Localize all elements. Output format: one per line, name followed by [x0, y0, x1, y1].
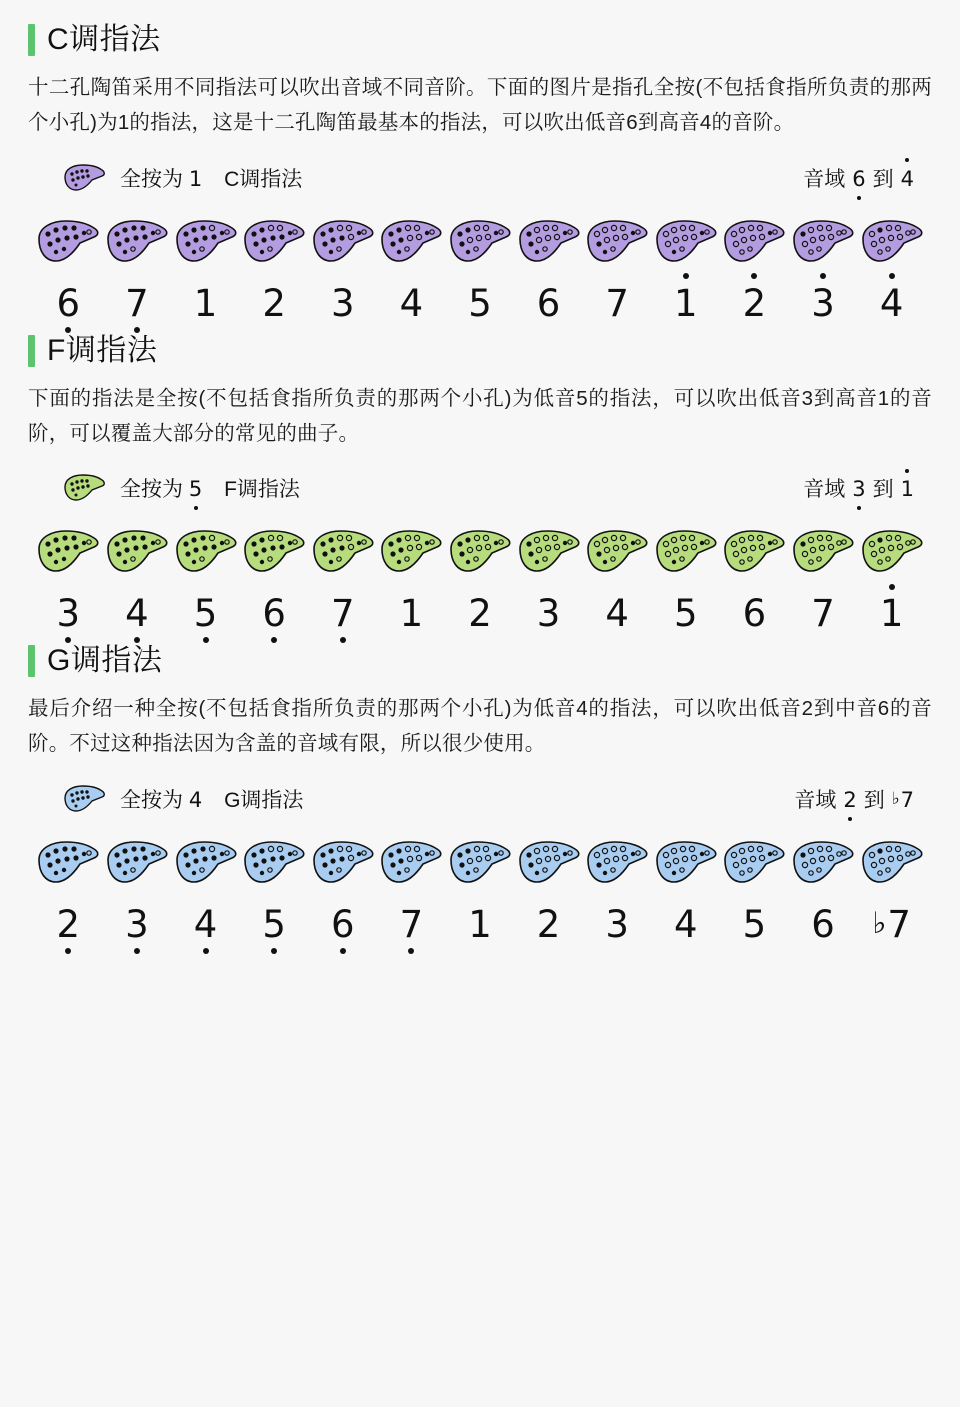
fingering-cell	[34, 205, 103, 277]
page-title-c: C调指法	[47, 23, 161, 56]
fingering-cell	[720, 826, 789, 898]
note-label: 4	[171, 904, 240, 946]
ocarina-diagram-f-9	[653, 515, 719, 587]
note-row-c	[28, 283, 932, 325]
ocarina-diagram-f-3	[241, 515, 307, 587]
ocarina-diagram-g-2	[173, 826, 239, 898]
ocarina-diagram-c-0	[35, 205, 101, 277]
fingering-cell	[446, 826, 515, 898]
fingering-cell	[308, 515, 377, 587]
page-title-f: F调指法	[47, 333, 158, 367]
fingering-cell	[514, 205, 583, 277]
range-from-f: 3	[852, 479, 865, 500]
fingering-cell	[789, 515, 858, 587]
note-label: 1	[468, 902, 492, 946]
ocarina-diagram-f-5	[378, 515, 444, 587]
section-paragraph-g: 最后介绍一种全按(不包括食指所负责的那两个小孔)为低音4的指法，可以吹出低音2到中音6的音阶。不过这种指法因为含盖的音域有限，所以很少使用。	[28, 697, 932, 756]
info-left-f	[62, 473, 300, 503]
note-label: 6	[811, 902, 835, 946]
fingering-cell	[377, 515, 446, 587]
page-title-g: G调指法	[47, 644, 163, 677]
range-from-g: 2	[843, 790, 856, 811]
section-paragraph-c: 十二孔陶笛采用不同指法可以吹出音域不同音阶。下面的图片是指孔全按(不包括食指所负责的那两个小孔)为1的指法，这是十二孔陶笛最基本的指法，可以吹出低音6到高音4的音阶。	[28, 76, 932, 135]
ocarina-diagram-g-7	[516, 826, 582, 898]
fingering-cell	[583, 515, 652, 587]
note-label: 2	[34, 904, 103, 946]
ocarina-diagram-c-9	[653, 205, 719, 277]
ocarina-icon-c	[62, 163, 106, 193]
note-label: 5	[674, 592, 698, 635]
fingering-cell	[103, 826, 172, 898]
fingering-cell	[171, 515, 240, 587]
ocarina-diagram-g-12	[859, 826, 925, 898]
fingering-cell	[789, 826, 858, 898]
info-row-c	[28, 163, 932, 193]
note-label: 5	[742, 902, 767, 946]
section-accent-bar	[28, 645, 35, 677]
note-label: 6	[742, 592, 767, 635]
info-left-c	[62, 163, 302, 193]
fingering-cell	[514, 826, 583, 898]
section-paragraph-f: 下面的指法是全按(不包括食指所负责的那两个小孔)为低音5的指法，可以吹出低音3到高音1的音阶，可以覆盖大部分的常见的曲子。	[28, 386, 932, 445]
flat-sign: ♭	[891, 788, 900, 809]
note-label: 7	[377, 904, 446, 946]
fingering-cell	[651, 205, 720, 277]
section-header-g	[28, 645, 932, 677]
note-label: 1	[857, 593, 926, 635]
ocarina-diagram-f-7	[516, 515, 582, 587]
ocarina-diagram-c-10	[721, 205, 787, 277]
info-name-f: F调指法	[224, 478, 300, 501]
info-range-f: 音域 3 到 1	[803, 473, 914, 503]
note-label: 4	[605, 592, 629, 635]
fingering-cell	[651, 515, 720, 587]
info-key-note-f: 5	[189, 479, 202, 500]
ocarina-diagram-c-4	[310, 205, 376, 277]
note-label: 6	[34, 283, 103, 325]
ocarina-diagram-f-11	[790, 515, 856, 587]
note-label: 7	[308, 593, 377, 635]
info-left-g	[62, 784, 303, 814]
flat-sign: ♭	[872, 905, 887, 940]
ocarina-icon-g	[62, 784, 106, 814]
note-label: 5	[468, 281, 492, 325]
ocarina-icon-f	[62, 473, 106, 503]
note-label: 1	[399, 592, 424, 635]
note-label: 3	[34, 593, 103, 635]
ocarina-diagram-f-6	[447, 515, 513, 587]
ocarina-diagram-f-8	[584, 515, 650, 587]
fingering-cell	[857, 826, 926, 898]
fingering-cell	[308, 205, 377, 277]
note-label: 1	[193, 281, 218, 325]
fingering-cell	[720, 205, 789, 277]
info-label-f: 全按为 5 F调指法	[120, 473, 300, 503]
ocarina-diagram-g-9	[653, 826, 719, 898]
fingering-cell	[857, 515, 926, 587]
fingering-cell	[720, 515, 789, 587]
ocarina-diagram-g-1	[104, 826, 170, 898]
note-label: 5	[171, 593, 240, 635]
ocarina-diagram-c-6	[447, 205, 513, 277]
fingering-cell	[103, 515, 172, 587]
note-label: ♭7	[872, 902, 911, 946]
ocarina-diagram-f-2	[173, 515, 239, 587]
fingering-cell	[514, 515, 583, 587]
fingering-cell	[446, 205, 515, 277]
note-label: 4	[674, 902, 698, 946]
section-g	[28, 645, 932, 946]
note-label: 6	[536, 281, 561, 325]
fingering-row-g	[28, 826, 932, 898]
ocarina-diagram-c-8	[584, 205, 650, 277]
note-label: 1	[651, 283, 720, 325]
info-label-g: 全按为 4 G调指法	[120, 787, 304, 812]
info-range-c: 音域 6 到 4	[803, 163, 914, 193]
section-accent-bar	[28, 24, 35, 56]
note-label: 7	[605, 281, 629, 325]
note-label: 6	[240, 593, 309, 635]
ocarina-diagram-f-12	[859, 515, 925, 587]
info-key-note-g: 4	[188, 787, 203, 812]
fingering-cell	[240, 826, 309, 898]
note-label: 3	[536, 592, 561, 635]
fingering-cell	[103, 205, 172, 277]
ocarina-diagram-c-1	[104, 205, 170, 277]
fingering-cell	[34, 515, 103, 587]
fingering-row-c	[28, 205, 932, 277]
note-label: 2	[536, 902, 561, 946]
note-label: 3	[103, 904, 172, 946]
note-label: 3	[789, 283, 858, 325]
note-label: 6	[308, 904, 377, 946]
note-label: 7	[811, 592, 835, 635]
note-label: 4	[399, 281, 424, 325]
fingering-cell	[446, 515, 515, 587]
fingering-cell	[240, 205, 309, 277]
fingering-cell	[583, 826, 652, 898]
note-label: 3	[605, 902, 629, 946]
ocarina-diagram-g-6	[447, 826, 513, 898]
ocarina-diagram-c-12	[859, 205, 925, 277]
note-row-f	[28, 593, 932, 635]
ocarina-diagram-f-0	[35, 515, 101, 587]
fingering-cell	[789, 205, 858, 277]
ocarina-diagram-g-3	[241, 826, 307, 898]
note-label: 7	[103, 283, 172, 325]
ocarina-diagram-c-5	[378, 205, 444, 277]
note-label: 4	[103, 593, 172, 635]
section-c	[28, 24, 932, 325]
fingering-row-f	[28, 515, 932, 587]
ocarina-diagram-c-3	[241, 205, 307, 277]
range-to-g: ♭7	[891, 787, 914, 812]
info-name-g: G调指法	[224, 788, 304, 812]
note-label: 4	[857, 283, 926, 325]
ocarina-diagram-g-0	[35, 826, 101, 898]
ocarina-diagram-g-4	[310, 826, 376, 898]
fingering-cell	[171, 826, 240, 898]
note-label: 2	[720, 283, 789, 325]
ocarina-diagram-g-11	[790, 826, 856, 898]
note-label: 5	[240, 904, 309, 946]
ocarina-diagram-c-2	[173, 205, 239, 277]
fingering-cell	[857, 205, 926, 277]
section-header-f	[28, 335, 932, 367]
fingering-cell	[583, 205, 652, 277]
fingering-cell	[240, 515, 309, 587]
ocarina-diagram-c-11	[790, 205, 856, 277]
info-label-c: 全按为 1 C调指法	[120, 166, 303, 191]
info-range-g: 音域 2 到 ♭7	[794, 784, 914, 814]
ocarina-diagram-f-1	[104, 515, 170, 587]
info-row-g	[28, 784, 932, 814]
fingering-cell	[308, 826, 377, 898]
ocarina-diagram-g-10	[721, 826, 787, 898]
ocarina-diagram-g-8	[584, 826, 650, 898]
ocarina-diagram-g-5	[378, 826, 444, 898]
section-accent-bar	[28, 335, 35, 367]
note-label: 2	[468, 592, 492, 635]
ocarina-diagram-f-10	[721, 515, 787, 587]
fingering-cell	[651, 826, 720, 898]
section-header-c	[28, 24, 932, 56]
info-key-note-c: 1	[188, 166, 203, 191]
ocarina-diagram-f-4	[310, 515, 376, 587]
note-row-g	[28, 904, 932, 946]
range-to-c: 4	[901, 169, 914, 190]
note-label: 2	[262, 281, 286, 325]
info-row-f	[28, 473, 932, 503]
fingering-cell	[377, 826, 446, 898]
note-label: 3	[330, 281, 355, 325]
fingering-cell	[34, 826, 103, 898]
range-from-c: 6	[852, 169, 865, 190]
ocarina-diagram-c-7	[516, 205, 582, 277]
fingering-cell	[377, 205, 446, 277]
fingering-cell	[171, 205, 240, 277]
range-to-f: 1	[901, 479, 914, 500]
info-name-c: C调指法	[224, 167, 303, 191]
section-f	[28, 335, 932, 636]
